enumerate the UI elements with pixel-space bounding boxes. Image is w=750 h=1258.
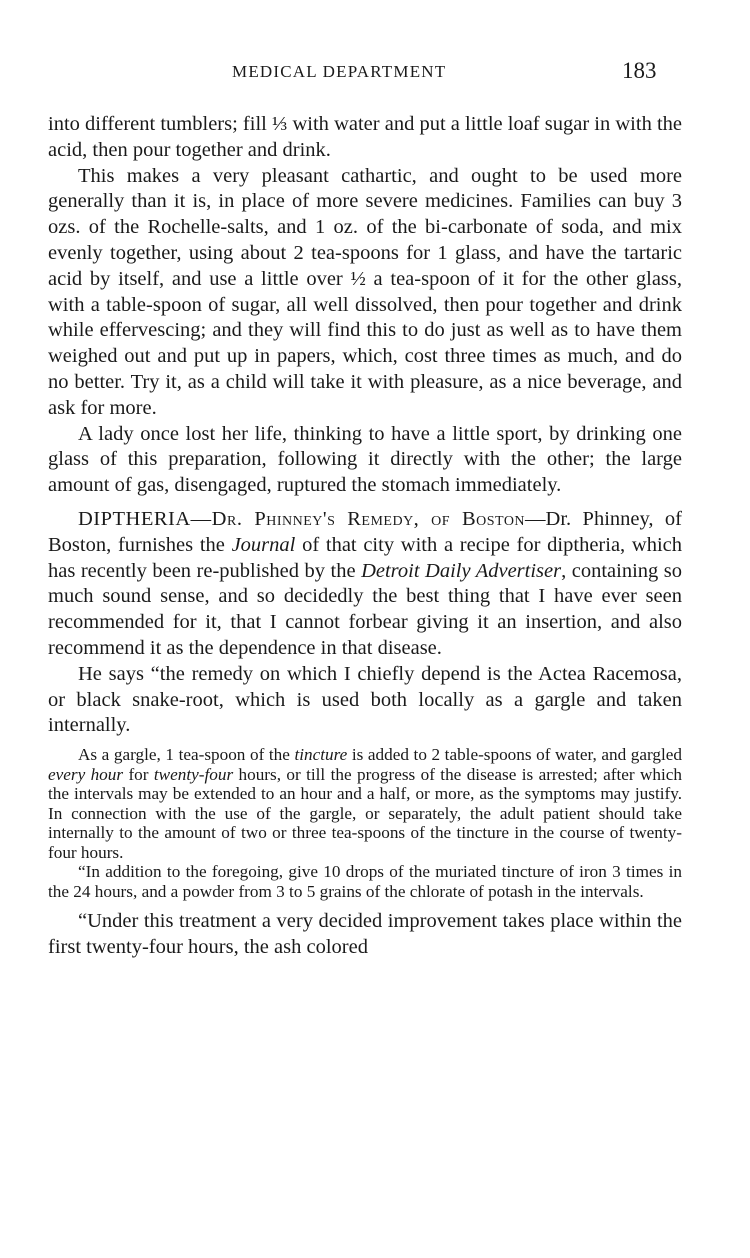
paragraph-iron-tincture: “In addition to the foregoing, give 10 drops of the muriated tincture of iron 3 times in the 24 hours, and a powder from 3 to 5 grains of the chlorate of potash in the intervals. xyxy=(48,862,682,901)
gargle-text-2: is added to 2 table-spoons of water, and gargled xyxy=(347,745,683,765)
paragraph-gargle xyxy=(48,745,682,862)
diptheria-text-1: —Dr. Phinney, of Boston, furnishes the xyxy=(48,507,682,556)
section-heading: DIPTHERIA—Dr. Phinney's Remedy, of Boston xyxy=(78,507,526,530)
paragraph-lady-warning: A lady once lost her life, thinking to have a little sport, by drinking one glass of this preparation, following it directly with the other; the large amount of gas, disengaged, ruptured the stomach immediately. xyxy=(48,422,682,497)
twenty-four-word: twenty-four xyxy=(153,764,234,784)
gargle-text-3: for xyxy=(123,764,154,784)
tincture-word: tincture xyxy=(294,745,348,765)
every-hour-phrase: every hour xyxy=(48,764,124,784)
paragraph-continuation: into different tumblers; fill ⅓ with water and put a little loaf sugar in with the acid, then pour together and drink. xyxy=(48,113,682,161)
diptheria-text-2: of that city with a recipe for diptheria, which has recently been re-published by the xyxy=(48,533,682,582)
gargle-text-1: As a gargle, 1 tea-spoon of the xyxy=(78,745,295,765)
diptheria-text-3: , containing so much sound sense, and so decidedly the best thing that I have ever seen recommended for it, that I cannot forbear giving it an insertion, and also recommend it as the dependence in that disease. xyxy=(48,559,682,659)
newspaper-title: Detroit Daily Advertiser xyxy=(361,559,562,582)
paragraph-improvement: “Under this treatment a very decided improvement takes place within the first twenty-four hours, the ash colored xyxy=(48,910,682,958)
page-header xyxy=(0,60,750,90)
paragraph-diptheria xyxy=(48,507,682,662)
page-body xyxy=(48,112,682,961)
quoted-text-block xyxy=(48,745,682,901)
paragraph-cathartic: This makes a very pleasant cathartic, and ought to be used more generally than it is, in place of more severe medicines. Families can buy 3 ozs. of the Rochelle-salts, and 1 oz. of the bi-carbonate of soda, and mix evenly together, using about 2 tea-spoons for 1 glass, and have the tartaric acid by itself, and use a little over ½ a tea-spoon of it for the other glass, with a table-spoon of sugar, all well dissolved, then pour together and drink while effervescing; and they will find this to do just as well as to have them weighed out and put up in papers, which, cost three times as much, and do no better. Try it, as a child will take it with pleasure, as a nice beverage, and ask for more. xyxy=(48,164,682,419)
main-text-block xyxy=(48,112,682,739)
page-number: 183 xyxy=(622,58,657,83)
paragraph-remedy-quote: He says “the remedy on which I chiefly depend is the Actea Racemosa, or black snake-root, which is used both locally as a gargle and taken internally. xyxy=(48,662,682,737)
running-head: MEDICAL DEPARTMENT xyxy=(232,62,447,81)
journal-title: Journal xyxy=(231,533,296,556)
closing-text-block xyxy=(48,909,682,961)
gargle-text-4: hours, or till the progress of the disease is arrested; after which the intervals may be extended to an hour and a half, or more, as the symptoms may justify. In connection with the use of the gargle, or separately, the adult patient should take internally to the amount of two or three tea-spoons of the tincture in the course of twenty-four hours. xyxy=(48,764,682,862)
